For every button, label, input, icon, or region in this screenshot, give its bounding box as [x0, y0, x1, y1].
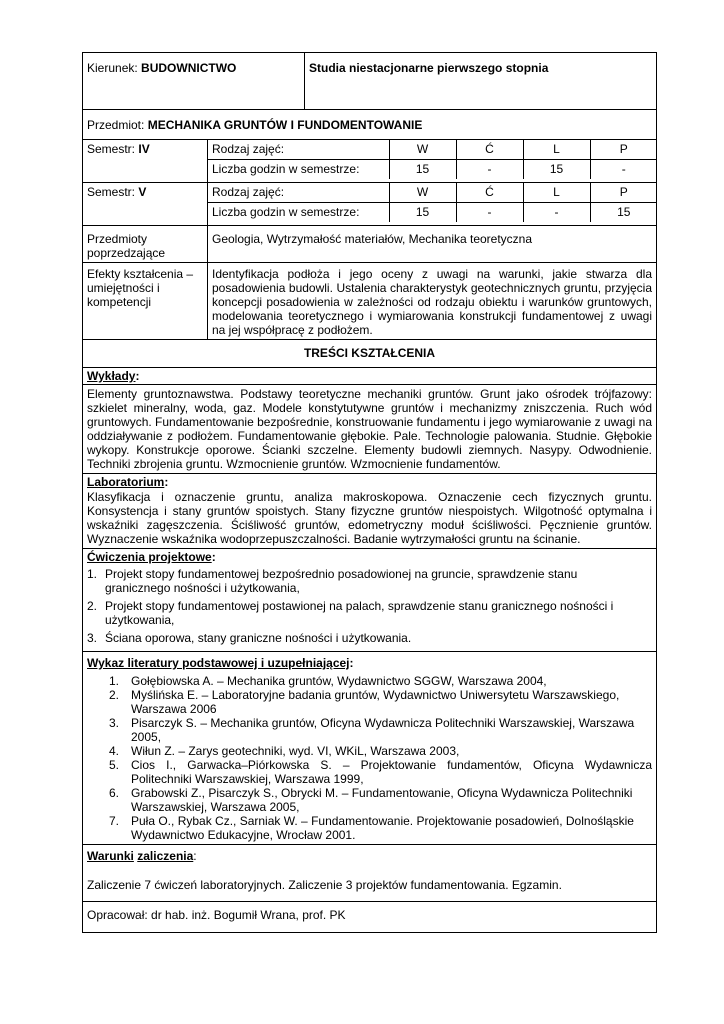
- hours-cell: 15: [389, 160, 456, 180]
- item-text: Projekt stopy fundamentowej bezpośrednio posadowionej na gruncie, sprawdzenie stanu granicznego nośności i użytkowania,: [105, 567, 578, 595]
- cwiczenia-heading: Ćwiczenia projektowe:: [87, 550, 216, 564]
- type-cell: W: [389, 183, 456, 203]
- hours-cell: 15: [523, 160, 590, 180]
- item-text: Ściana oporowa, stany graniczne nośności i użytkowania.: [105, 631, 412, 645]
- przedmiot-value: MECHANIKA GRUNTÓW I FUNDOMENTOWANIE: [147, 118, 423, 132]
- type-cell: L: [523, 183, 590, 203]
- laboratorium-text: Klasyfikacja i oznaczenie gruntu, analiza makroskopowa. Oznaczenie cech fizycznych gruntu. Konsystencja i stany gruntów spoistych. Stany fizyczne gruntów niespoistych. Wilgotność optymalna i wskaźniki zagęszczenia. Ściśliwość gruntów, edometryczny moduł ściśliwości. Pęcznienie gruntów. Wyznaczenie wskaźnika wodoprzepuszczalności. Badanie wytrzymałości gruntu na ścinanie.: [87, 490, 652, 546]
- rodzaj-row: [208, 183, 657, 203]
- syllabus-table: [82, 52, 657, 933]
- semestr-label: Semestr:: [87, 142, 136, 156]
- type-cell: L: [523, 140, 590, 160]
- opracowal-cell: Opracował: dr hab. inż. Bogumił Wrana, prof. PK: [83, 902, 657, 933]
- godziny-label: Liczba godzin w semestrze:: [208, 203, 389, 223]
- semestr-v-hours-cell: [208, 183, 657, 226]
- list-item: [87, 744, 652, 758]
- list-item: [87, 758, 652, 786]
- literatura-heading: Wykaz literatury podstawowej i uzupełniającej:: [87, 656, 354, 670]
- item-text: Pisarczyk S. – Mechanika gruntów, Oficyna Wydawnicza Politechniki Warszawskiej, Warszawa 2005,: [131, 716, 635, 744]
- item-text: Puła O., Rybak Cz., Sarniak W. – Fundamentowanie. Projektowanie posadowień, Dolnośląskie Wydawnictwo Edukacyjne, Wrocław 2001.: [131, 814, 634, 842]
- hours-cell: -: [590, 160, 657, 180]
- list-item: [87, 674, 652, 688]
- type-cell: Ć: [456, 183, 523, 203]
- przedmiot-cell: [83, 110, 657, 140]
- efekty-value: Identyfikacja podłoża i jego oceny z uwagi na warunki, jakie stwarza dla posadowienia budowli. Ustalenia charakterystyk geotechnicznych gruntu, przyjęcia koncepcji posadowienia w zależności od rodzaju obiektu i warunków gruntowych, modelowania teoretycznego i wymiarowania konstrukcji fundamentowej z uwagi na jej współpracę z podłożem.: [208, 263, 657, 340]
- opracowal-row: [83, 902, 657, 933]
- item-number: 3.: [109, 716, 120, 730]
- item-number: 7.: [109, 814, 120, 828]
- efekty-label: Efekty kształcenia – umiejętności i kompetencji: [83, 263, 208, 340]
- tresci-title: TREŚCI KSZTAŁCENIA: [83, 340, 657, 368]
- semestr-iv-row: [83, 140, 657, 183]
- poprzedzajace-row: [83, 226, 657, 263]
- warunki-title-1: Warunki: [87, 849, 134, 863]
- item-text: Cios I., Garwacka–Piórkowska S. – Projektowanie fundamentów, Oficyna Wydawnicza Politechniki Warszawskiej, Warszawa 1999,: [131, 758, 652, 786]
- rodzaj-label: Rodzaj zajęć:: [208, 140, 389, 160]
- type-cell: Ć: [456, 140, 523, 160]
- header-row: [83, 53, 657, 110]
- wyklady-title: Wykłady: [87, 369, 136, 383]
- type-cell: W: [389, 140, 456, 160]
- semestr-iv-hours-cell: [208, 140, 657, 183]
- item-number: 2.: [87, 599, 98, 613]
- semestr-v-row: [83, 183, 657, 226]
- cwiczenia-title: Ćwiczenia projektowe: [87, 550, 212, 564]
- semestr-value: IV: [138, 142, 150, 156]
- godziny-label: Liczba godzin w semestrze:: [208, 160, 389, 180]
- hours-cell: 15: [590, 203, 657, 223]
- godziny-row: [208, 203, 657, 223]
- semestr-label: Semestr:: [87, 185, 136, 199]
- cwiczenia-row: [83, 549, 657, 652]
- poprzedzajace-label: Przedmioty poprzedzające: [83, 226, 208, 263]
- wyklady-text: Elementy gruntoznawstwa. Podstawy teoretyczne mechaniki gruntów. Grunt jako ośrodek trójfazowy: szkielet mineralny, woda, gaz. Modele konstytutywne gruntów i mechanizmy zniszczenia. Ruch wód gruntowych. Fundamentowanie bezpośrednie, konstruowanie fundamentu i jego wymiarowanie z uwagi na oddziaływanie z podłożem. Fundamentowanie głębokie. Pale. Technologie palowania. Studnie. Głębokie wykopy. Konstrukcje oporowe. Ścianki szczelne. Elementy budowli ziemnych. Nasypy. Odwodnienie. Techniki zbrojenia gruntu. Wzmocnienie gruntów. Wzmocnienie fundamentów.: [87, 387, 652, 471]
- laboratorium-row: [83, 474, 657, 549]
- list-item: [87, 567, 652, 595]
- rodzaj-label: Rodzaj zajęć:: [208, 183, 389, 203]
- tresci-row: [83, 340, 657, 368]
- list-item: [87, 814, 652, 842]
- hours-cell: -: [523, 203, 590, 223]
- studia-cell: Studia niestacjonarne pierwszego stopnia: [305, 53, 657, 110]
- item-number: 2.: [109, 688, 120, 702]
- przedmiot-label: Przedmiot:: [87, 118, 145, 132]
- hours-cell: -: [456, 160, 523, 180]
- item-number: 1.: [109, 674, 120, 688]
- laboratorium-title: Laboratorium: [87, 475, 165, 489]
- list-item: [87, 688, 652, 716]
- item-number: 5.: [109, 758, 120, 772]
- item-text: Myślińska E. – Laboratoryjne badania gruntów, Wydawnictwo Uniwersytetu Warszawskiego, Warszawa 2006: [131, 688, 620, 716]
- wyklady-cell: [83, 368, 657, 474]
- semestr-value: V: [138, 185, 147, 199]
- item-text: Wiłun Z. – Zarys geotechniki, wyd. VI, WKiL, Warszawa 2003,: [131, 744, 460, 758]
- item-text: Gołębiowska A. – Mechanika gruntów, Wydawnictwo SGGW, Warszawa 2004,: [131, 674, 547, 688]
- rodzaj-row: [208, 140, 657, 160]
- literatura-title: Wykaz literatury podstawowej i uzupełniającej: [87, 656, 350, 670]
- item-number: 3.: [87, 631, 98, 645]
- hours-cell: 15: [389, 203, 456, 223]
- cwiczenia-list: [83, 567, 656, 651]
- literatura-row: [83, 652, 657, 845]
- wyklady-row: [83, 368, 657, 474]
- warunki-cell: [83, 845, 657, 902]
- kierunek-value: BUDOWNICTWO: [141, 61, 237, 75]
- efekty-row: [83, 263, 657, 340]
- list-item: [87, 599, 652, 627]
- laboratorium-heading: Laboratorium:: [87, 475, 169, 489]
- semestr-v-hours-table: [208, 183, 657, 222]
- wyklady-heading: Wykłady:: [83, 368, 656, 385]
- item-text: Projekt stopy fundamentowej postawionej na palach, sprawdzenie stanu granicznego nośności i użytkowania,: [105, 599, 614, 627]
- item-number: 1.: [87, 567, 98, 581]
- item-text: Grabowski Z., Pisarczyk S., Obrycki M. – Fundamentowanie, Oficyna Wydawnicza Politechniki Warszawskiej, Warszawa 2005,: [131, 786, 633, 814]
- cwiczenia-cell: [83, 549, 657, 652]
- kierunek-cell: [83, 53, 305, 110]
- poprzedzajace-value: Geologia, Wytrzymałość materiałów, Mechanika teoretyczna: [208, 226, 657, 263]
- warunki-row: [83, 845, 657, 902]
- hours-cell: -: [456, 203, 523, 223]
- przedmiot-row: [83, 110, 657, 140]
- kierunek-label: Kierunek:: [87, 61, 138, 75]
- laboratorium-cell: [83, 474, 657, 549]
- item-number: 4.: [109, 744, 120, 758]
- syllabus-page: [82, 52, 656, 933]
- list-item: [87, 631, 652, 645]
- warunki-title-2: zaliczenia: [137, 849, 194, 863]
- list-item: [87, 786, 652, 814]
- semestr-iv-hours-table: [208, 140, 657, 179]
- item-number: 6.: [109, 786, 120, 800]
- type-cell: P: [590, 183, 657, 203]
- type-cell: P: [590, 140, 657, 160]
- warunki-text: Zaliczenie 7 ćwiczeń laboratoryjnych. Zaliczenie 3 projektów fundamentowania. Egzamin.: [87, 878, 562, 892]
- literatura-list: [87, 674, 652, 842]
- literatura-cell: [83, 652, 657, 845]
- godziny-row: [208, 160, 657, 180]
- semestr-iv-label-cell: [83, 140, 208, 183]
- list-item: [87, 716, 652, 744]
- warunki-heading: Warunki zaliczenia:: [87, 849, 197, 863]
- semestr-v-label-cell: [83, 183, 208, 226]
